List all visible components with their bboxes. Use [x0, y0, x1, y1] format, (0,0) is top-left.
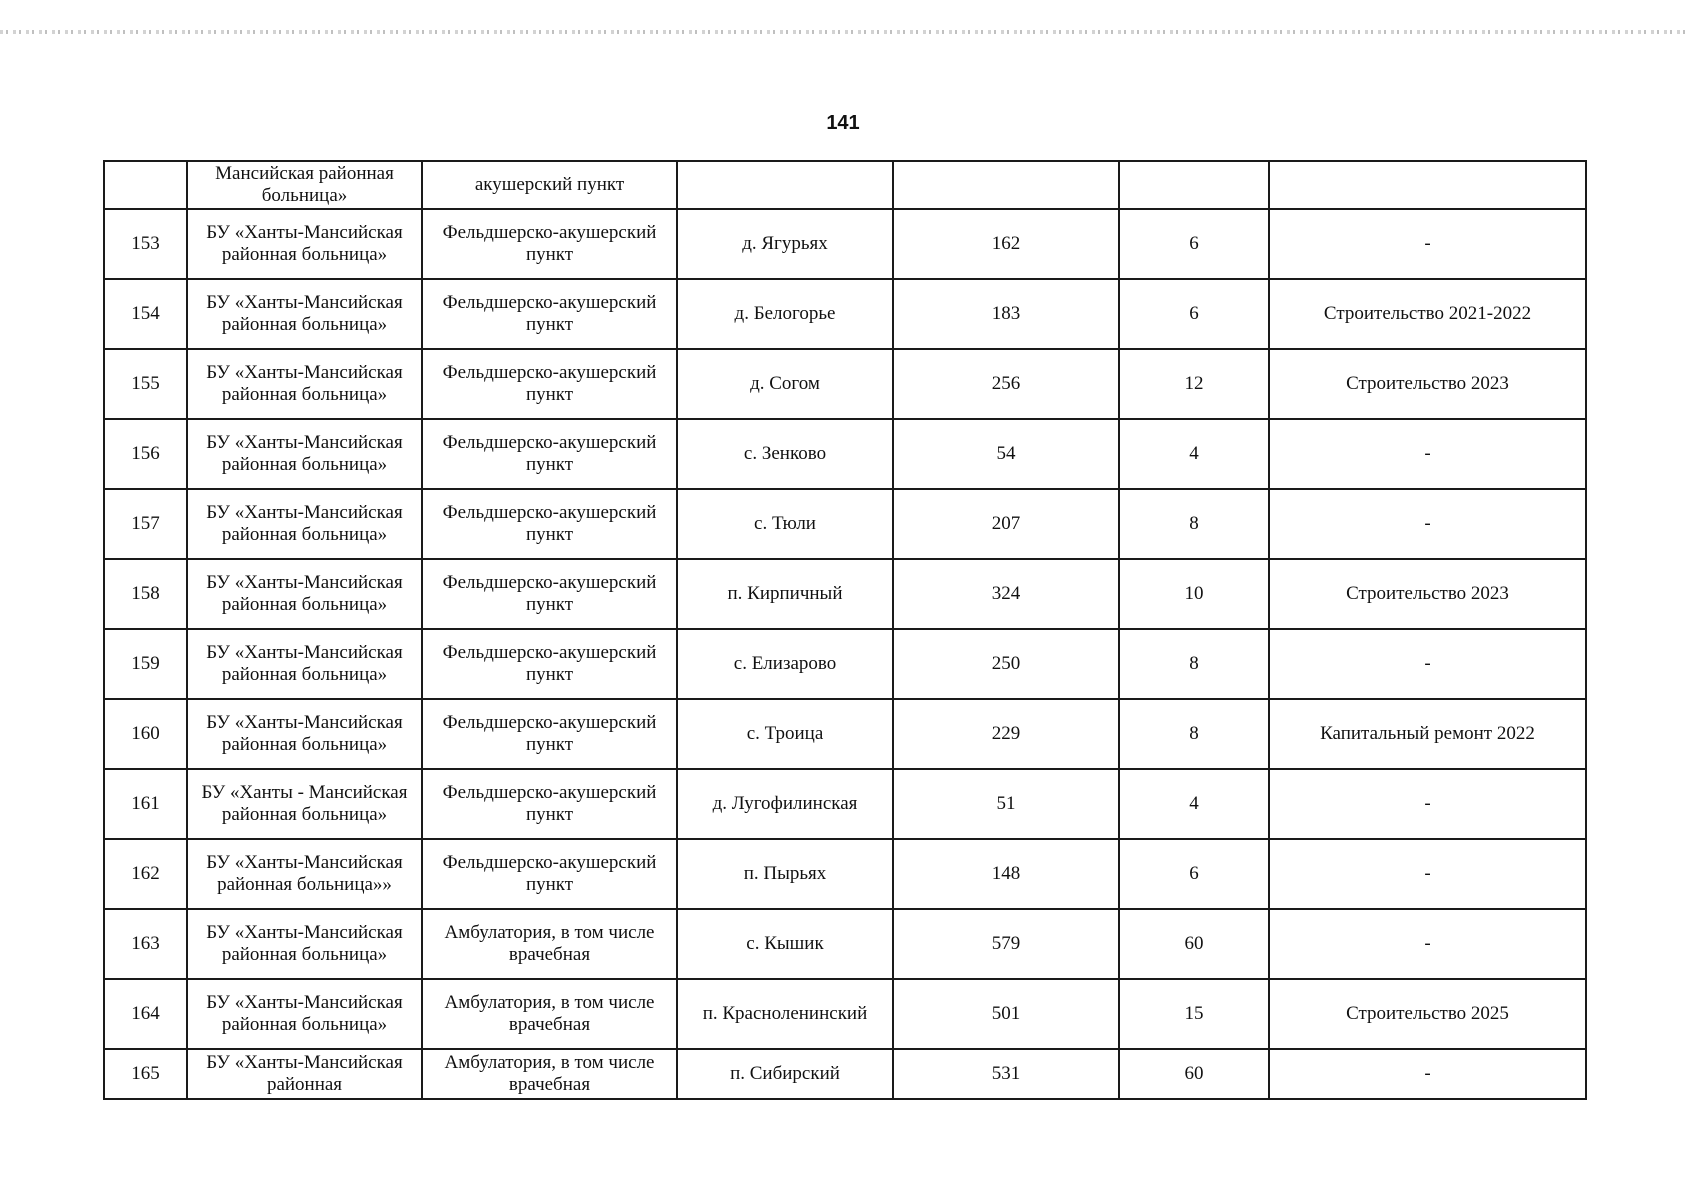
cell-number: 160: [104, 699, 187, 769]
cell-organization: БУ «Ханты-Мансийская районная больница»: [187, 279, 422, 349]
cell-facility-type: Фельдшерско-акушерский пункт: [422, 419, 677, 489]
cell-note: -: [1269, 209, 1586, 279]
cell-facility-type: Амбулатория, в том числе врачебная: [422, 1049, 677, 1099]
cell-locality: п. Пырьях: [677, 839, 893, 909]
table-row: [104, 489, 1586, 559]
cell-population: 229: [893, 699, 1119, 769]
page-number: 141: [826, 112, 860, 134]
table-body: [104, 161, 1586, 1099]
cell-note: -: [1269, 769, 1586, 839]
cell-number: 162: [104, 839, 187, 909]
cell-organization: БУ «Ханты-Мансийская районная больница»: [187, 419, 422, 489]
table-row: [104, 279, 1586, 349]
table-row: [104, 349, 1586, 419]
cell-organization: БУ «Ханты-Мансийская районная больница»: [187, 629, 422, 699]
cell-locality: п. Кирпичный: [677, 559, 893, 629]
cell-facility-type: Фельдшерско-акушерский пункт: [422, 699, 677, 769]
cell-locality: с. Кышик: [677, 909, 893, 979]
cell-organization: БУ «Ханты-Мансийская районная больница»»: [187, 839, 422, 909]
cell-locality: д. Согом: [677, 349, 893, 419]
cell-population: 51: [893, 769, 1119, 839]
cell-locality: [677, 161, 893, 209]
cell-organization: БУ «Ханты-Мансийская районная больница»: [187, 699, 422, 769]
cell-organization: Мансийская районная больница»: [187, 161, 422, 209]
cell-population: 501: [893, 979, 1119, 1049]
cell-number: 163: [104, 909, 187, 979]
cell-note: -: [1269, 839, 1586, 909]
table-row: [104, 769, 1586, 839]
table-row: [104, 699, 1586, 769]
cell-population: 183: [893, 279, 1119, 349]
cell-locality: с. Троица: [677, 699, 893, 769]
cell-locality: д. Лугофилинская: [677, 769, 893, 839]
table-row-continuation: [104, 161, 1586, 209]
cell-organization: БУ «Ханты - Мансийская районная больница»: [187, 769, 422, 839]
cell-facility-type: Фельдшерско-акушерский пункт: [422, 629, 677, 699]
cell-facility-type: Фельдшерско-акушерский пункт: [422, 769, 677, 839]
cell-population: [893, 161, 1119, 209]
table-row: [104, 559, 1586, 629]
cell-count: 8: [1119, 629, 1269, 699]
cell-number: 158: [104, 559, 187, 629]
cell-count: 60: [1119, 1049, 1269, 1099]
table-row: [104, 419, 1586, 489]
table-row: [104, 909, 1586, 979]
cell-count: 8: [1119, 489, 1269, 559]
cell-population: 531: [893, 1049, 1119, 1099]
cell-facility-type: Фельдшерско-акушерский пункт: [422, 279, 677, 349]
cell-note: Капитальный ремонт 2022: [1269, 699, 1586, 769]
cell-locality: с. Елизарово: [677, 629, 893, 699]
cell-population: 324: [893, 559, 1119, 629]
cell-note: -: [1269, 909, 1586, 979]
cell-population: 579: [893, 909, 1119, 979]
cell-organization: БУ «Ханты-Мансийская районная больница»: [187, 349, 422, 419]
cell-organization: БУ «Ханты-Мансийская районная больница»: [187, 559, 422, 629]
cell-locality: с. Тюли: [677, 489, 893, 559]
cell-count: [1119, 161, 1269, 209]
cell-number: 154: [104, 279, 187, 349]
facilities-table: [103, 160, 1587, 1100]
cell-count: 15: [1119, 979, 1269, 1049]
table-row: [104, 629, 1586, 699]
cell-count: 4: [1119, 419, 1269, 489]
cell-number: 153: [104, 209, 187, 279]
cell-number: 159: [104, 629, 187, 699]
cell-note: -: [1269, 419, 1586, 489]
cell-population: 148: [893, 839, 1119, 909]
cell-count: 6: [1119, 279, 1269, 349]
table-row: [104, 979, 1586, 1049]
cell-population: 207: [893, 489, 1119, 559]
cell-locality: с. Зенково: [677, 419, 893, 489]
cell-count: 6: [1119, 209, 1269, 279]
scan-edge-artifact: [0, 30, 1686, 34]
cell-facility-type: акушерский пункт: [422, 161, 677, 209]
cell-locality: д. Ягурьях: [677, 209, 893, 279]
cell-number: 164: [104, 979, 187, 1049]
cell-note: Строительство 2021-2022: [1269, 279, 1586, 349]
cell-facility-type: Фельдшерско-акушерский пункт: [422, 559, 677, 629]
cell-count: 6: [1119, 839, 1269, 909]
cell-number: [104, 161, 187, 209]
cell-locality: п. Красноленинский: [677, 979, 893, 1049]
cell-organization: БУ «Ханты-Мансийская районная: [187, 1049, 422, 1099]
cell-count: 60: [1119, 909, 1269, 979]
cell-facility-type: Фельдшерско-акушерский пункт: [422, 839, 677, 909]
cell-organization: БУ «Ханты-Мансийская районная больница»: [187, 979, 422, 1049]
cell-facility-type: Фельдшерско-акушерский пункт: [422, 209, 677, 279]
cell-count: 10: [1119, 559, 1269, 629]
cell-number: 156: [104, 419, 187, 489]
table-row: [104, 1049, 1586, 1099]
cell-number: 155: [104, 349, 187, 419]
cell-note: -: [1269, 489, 1586, 559]
cell-count: 12: [1119, 349, 1269, 419]
cell-organization: БУ «Ханты-Мансийская районная больница»: [187, 489, 422, 559]
table-row: [104, 209, 1586, 279]
cell-population: 162: [893, 209, 1119, 279]
cell-count: 8: [1119, 699, 1269, 769]
cell-facility-type: Амбулатория, в том числе врачебная: [422, 909, 677, 979]
cell-locality: д. Белогорье: [677, 279, 893, 349]
cell-number: 165: [104, 1049, 187, 1099]
cell-population: 54: [893, 419, 1119, 489]
table-row: [104, 839, 1586, 909]
cell-note: [1269, 161, 1586, 209]
cell-note: Строительство 2023: [1269, 559, 1586, 629]
cell-locality: п. Сибирский: [677, 1049, 893, 1099]
cell-note: -: [1269, 629, 1586, 699]
cell-note: Строительство 2023: [1269, 349, 1586, 419]
cell-population: 250: [893, 629, 1119, 699]
cell-organization: БУ «Ханты-Мансийская районная больница»: [187, 909, 422, 979]
cell-population: 256: [893, 349, 1119, 419]
cell-number: 161: [104, 769, 187, 839]
cell-facility-type: Фельдшерско-акушерский пункт: [422, 489, 677, 559]
cell-organization: БУ «Ханты-Мансийская районная больница»: [187, 209, 422, 279]
cell-facility-type: Фельдшерско-акушерский пункт: [422, 349, 677, 419]
cell-number: 157: [104, 489, 187, 559]
cell-note: -: [1269, 1049, 1586, 1099]
cell-note: Строительство 2025: [1269, 979, 1586, 1049]
cell-count: 4: [1119, 769, 1269, 839]
cell-facility-type: Амбулатория, в том числе врачебная: [422, 979, 677, 1049]
